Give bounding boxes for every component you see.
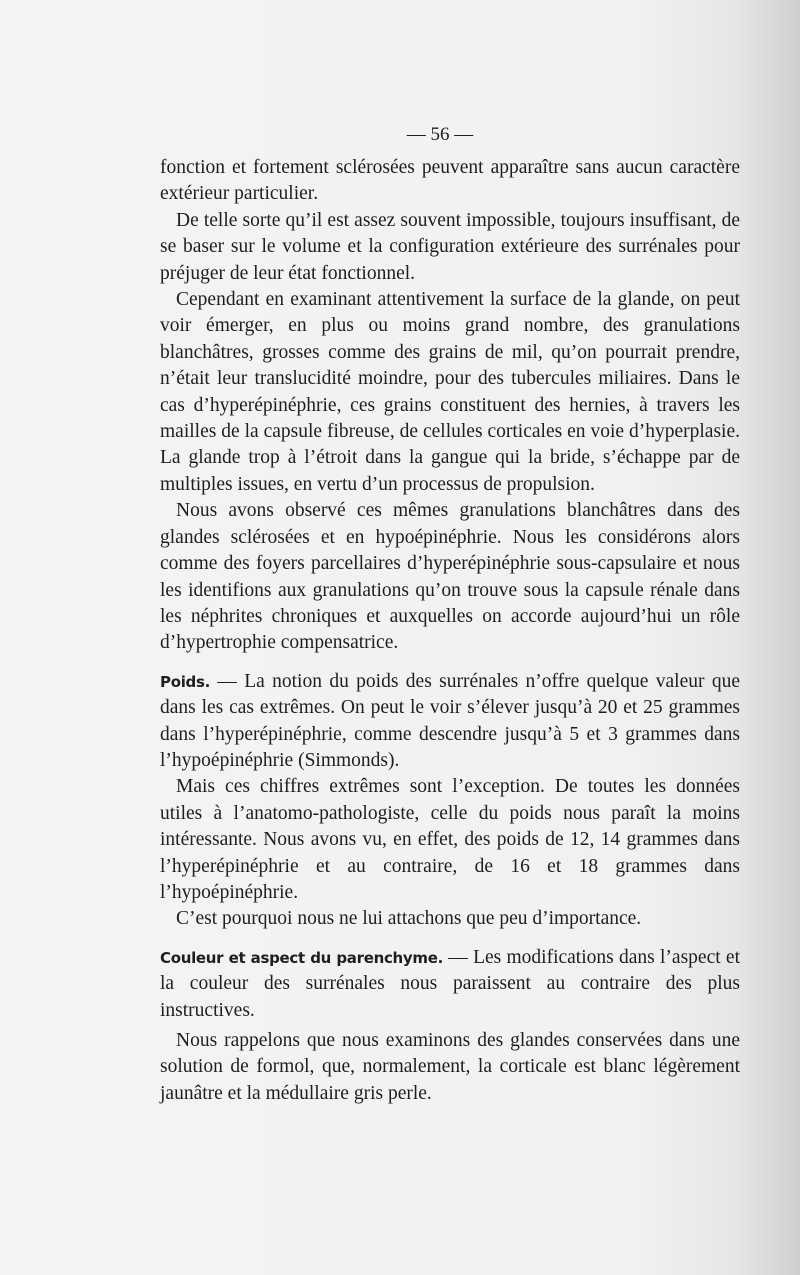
paragraph: Nous avons observé ces mêmes granulations blanchâtres dans des glandes sclérosées et en hypoépinéphrie. Nous les considérons alors comme des foyers parcellaires d’hyperépinéphrie sous-capsulaire et nous les identifions aux granulations qu’on trouve sous la capsule rénale dans les néphrites chroniques et auxquelles on accorde aujourd’hui un rôle d’hypertrophie compensatrice. — [160, 500, 740, 654]
paragraph: Nous rappelons que nous examinons des glandes conservées dans une solution de formol, que, normalement, la corticale est blanc légèrement jaunâtre et la médullaire gris perle. — [160, 1030, 740, 1104]
section-text: — Les modifications dans l’aspect et la couleur des surrénales nous paraissent au contraire des plus instructives. — [160, 946, 740, 1021]
paragraph: Mais ces chiffres extrêmes sont l’exception. De toutes les données utiles à l’anatomo-pathologiste, celle du poids nous paraît la moins intéressante. Nous avons vu, en effet, des poids de 12, 14 grammes dans l’hyperépinéphrie et au contraire, de 16 et 18 grammes dans l’hypoépinéphrie. — [160, 776, 740, 903]
paragraph: De telle sorte qu’il est assez souvent impossible, toujours insuffisant, de se baser sur le volume et la configuration extérieure des surrénales pour préjuger de leur état fonctionnel. — [160, 209, 740, 284]
section-heading-couleur: Couleur et aspect du parenchyme. — [160, 948, 444, 967]
paragraph: fonction et fortement sclérosées peuvent apparaître sans aucun caractère extérieur particulier. — [160, 157, 740, 205]
page-number: — 56 — — [406, 124, 474, 145]
section-couleur — [160, 945, 740, 1024]
section-text: — La notion du poids des surrénales n’offre quelque valeur que dans les cas extrêmes. On peut le voir s’élever jusqu’à 20 et 25 grammes dans l’hyperépinéphrie, comme descendre jusqu’à 5 et 3 grammes dans l’hypoépinéphrie (Simmonds). — [160, 670, 740, 771]
section-poids — [160, 669, 740, 775]
paragraph: Cependant en examinant attentivement la surface de la glande, on peut voir émerger, en plus ou moins grand nombre, des granulations blanchâtres, grosses comme des grains de mil, qu’on pourrait prendre, n’était leur translucidité moindre, pour des tubercules miliaires. Dans le cas d’hyperépinéphrie, ces grains constituent des hernies, à travers les mailles de la capsule fibreuse, de cellules corticales en voie d’hyperplasie. La glande trop à l’étroit dans la gangue qui la bride, s’échappe par de multiples issues, en vertu d’un processus de propulsion. — [160, 289, 740, 495]
body-text — [160, 155, 740, 1107]
paragraph: C’est pourquoi nous ne lui attachons que peu d’importance. — [176, 908, 642, 930]
section-heading-poids: Poids. — [160, 672, 211, 691]
